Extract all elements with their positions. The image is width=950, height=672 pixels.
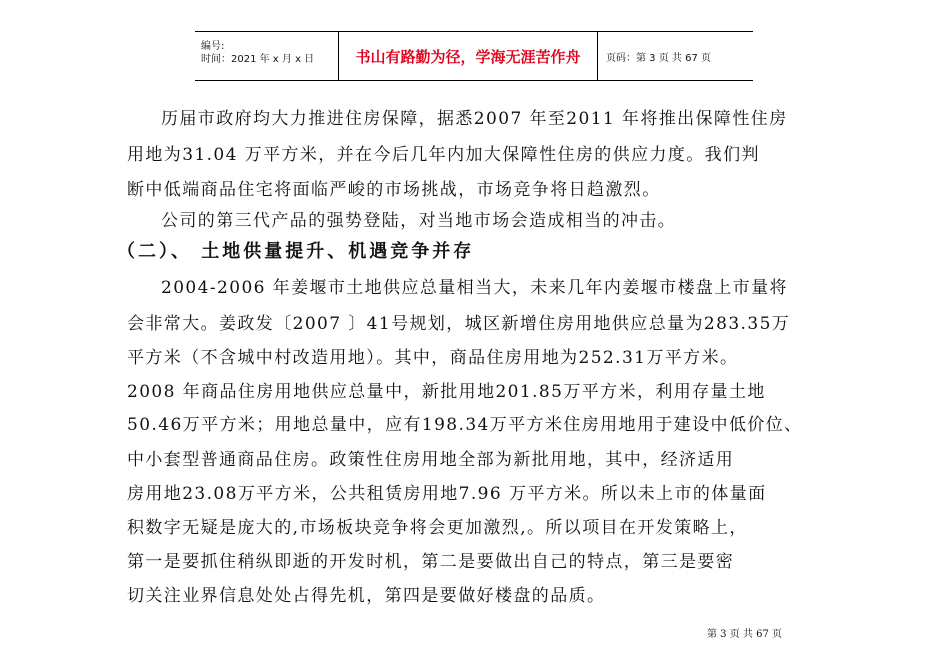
paragraph-line: 平方米（不含城中村改造用地）。其中，商品住房用地为252.31万平方米。 [127,348,739,368]
page-info: 页码：第 3 页 共 67 页 [606,52,711,64]
motto: 书山有路勤为径，学海无涯苦作舟 [339,32,598,80]
paragraph-line: 积数字无疑是庞大的,市场板块竞争将会更加激烈,。所以项目在开发策略上， [127,518,748,538]
paragraph-line: 2008 年商品住房用地供应总量中，新批用地201.85万平方米，利用存量土地 [127,382,766,402]
paragraph-line: 50.46万平方米；用地总量中，应有198.34万平方米住房用地用于建设中低价位、 [127,415,803,435]
page-footer: 第 3 页 共 67 页 [707,629,782,640]
paragraph-line: 房用地23.08万平方米，公共租赁房用地7.96 万平方米。所以未上市的体量面 [127,484,767,504]
paragraph-line: 会非常大。姜政发〔2007 〕41号规划，城区新增住房用地供应总量为283.35万 [127,314,791,334]
paragraph-line: 历届市政府均大力推进住房保障，据悉2007 年至2011 年将推出保障性住房 [161,109,788,129]
paragraph-line: 切关注业界信息处处占得先机，第四是要做好楼盘的品质。 [127,586,606,606]
time-label: 时间：2021 年 x 月 x 日 [201,54,315,65]
paragraph-line: 用地为31.04 万平方米，并在今后几年内加大保障性住房的供应力度。我们判 [127,145,760,165]
paragraph-line: 公司的第三代产品的强势登陆，对当地市场会造成相当的冲击。 [161,211,677,231]
paragraph-line: 2004-2006 年姜堰市土地供应总量相当大，未来几年内姜堰市楼盘上市量将 [161,278,788,298]
paragraph-line: 中小套型普通商品住房。政策性住房用地全部为新批用地，其中，经济适用 [127,450,735,470]
paragraph-line: 第一是要抓住稍纵即逝的开发时机，第二是要做出自己的特点，第三是要密 [127,552,735,572]
section-heading: （二）、 土地供量提升、机遇竞争并存 [117,241,475,262]
header-table [195,31,753,81]
paragraph-line: 断中低端商品住宅将面临严峻的市场挑战，市场竞争将日趋激烈。 [127,180,661,200]
number-label: 编号: [201,41,225,52]
header-meta-cell [195,32,339,80]
